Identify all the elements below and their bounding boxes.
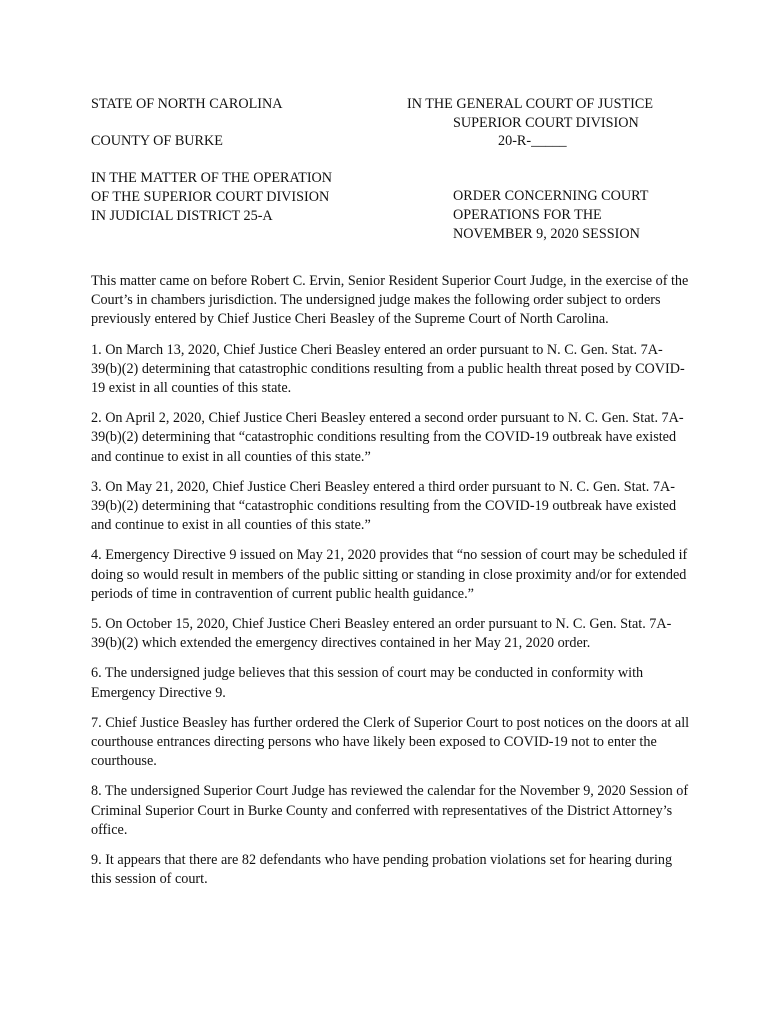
matter-caption-line1: IN THE MATTER OF THE OPERATION (91, 170, 333, 186)
order-title-line1: ORDER CONCERNING COURT (453, 188, 649, 204)
state-caption: STATE OF NORTH CAROLINA (91, 96, 283, 112)
order-title-line3: NOVEMBER 9, 2020 SESSION (453, 226, 640, 242)
order-title-line2: OPERATIONS FOR THE (453, 207, 602, 223)
finding-paragraph-2: 2. On April 2, 2020, Chief Justice Cheri Beasley entered a second order pursuant to N. C. Gen. Stat. 7A-39(b)(2) determining that “catastrophic conditions resulting from the COVID-19 outbreak have existed and continue to exist in all counties of this state.” (91, 410, 684, 465)
court-caption-line2: SUPERIOR COURT DIVISION (453, 115, 639, 131)
finding-paragraph-8: 8. The undersigned Superior Court Judge has reviewed the calendar for the November 9, 2020 Session of Criminal Superior Court in Burke County and conferred with representatives of the District Attorney’s office. (91, 783, 689, 838)
order-title (453, 187, 648, 244)
finding-paragraph-5: 5. On October 15, 2020, Chief Justice Cheri Beasley entered an order pursuant to N. C. Gen. Stat. 7A-39(b)(2) which extended the emergency directives contained in her May 21, 2020 order. (91, 616, 672, 652)
order-body (91, 272, 691, 900)
file-number: 20-R-_____ (498, 133, 567, 149)
finding-paragraph-1: 1. On March 13, 2020, Chief Justice Cheri Beasley entered an order pursuant to N. C. Gen. Stat. 7A-39(b)(2) determining that catastrophic conditions resulting from a public health threat posed by COVID-19 exist in all counties of this state. (91, 341, 685, 397)
matter-caption-line3: IN JUDICIAL DISTRICT 25-A (91, 208, 273, 224)
county-caption: COUNTY OF BURKE (91, 133, 223, 149)
finding-paragraph-4: 4. Emergency Directive 9 issued on May 21, 2020 provides that “no session of court may be scheduled if doing so would result in members of the public sitting or standing in close proximity and/or for extended periods of time in contravention of current public health guidance.” (91, 547, 688, 602)
court-caption-line1: IN THE GENERAL COURT OF JUSTICE (407, 96, 653, 112)
intro-paragraph: This matter came on before Robert C. Ervin, Senior Resident Superior Court Judge, in the exercise of the Court’s in chambers jurisdiction. The undersigned judge makes the following order subject to orders previously entered by Chief Justice Cheri Beasley of the Supreme Court of North Carolina. (91, 273, 689, 328)
finding-paragraph-3: 3. On May 21, 2020, Chief Justice Cheri Beasley entered a third order pursuant to N. C. Gen. Stat. 7A-39(b)(2) determining that “catastrophic conditions resulting from the COVID-19 outbreak have existed and continue to exist in all counties of this state.” (91, 478, 677, 534)
matter-caption-line2: OF THE SUPERIOR COURT DIVISION (91, 189, 330, 205)
finding-paragraph-6: 6. The undersigned judge believes that this session of court may be conducted in conformity with Emergency Directive 9. (91, 665, 644, 701)
finding-paragraph-9: 9. It appears that there are 82 defendants who have pending probation violations set for hearing during this session of court. (91, 852, 673, 888)
finding-paragraph-7: 7. Chief Justice Beasley has further ordered the Clerk of Superior Court to post notices on the doors at all courthouse entrances directing persons who have likely been exposed to COVID-19 not to enter the courthouse. (91, 714, 690, 770)
